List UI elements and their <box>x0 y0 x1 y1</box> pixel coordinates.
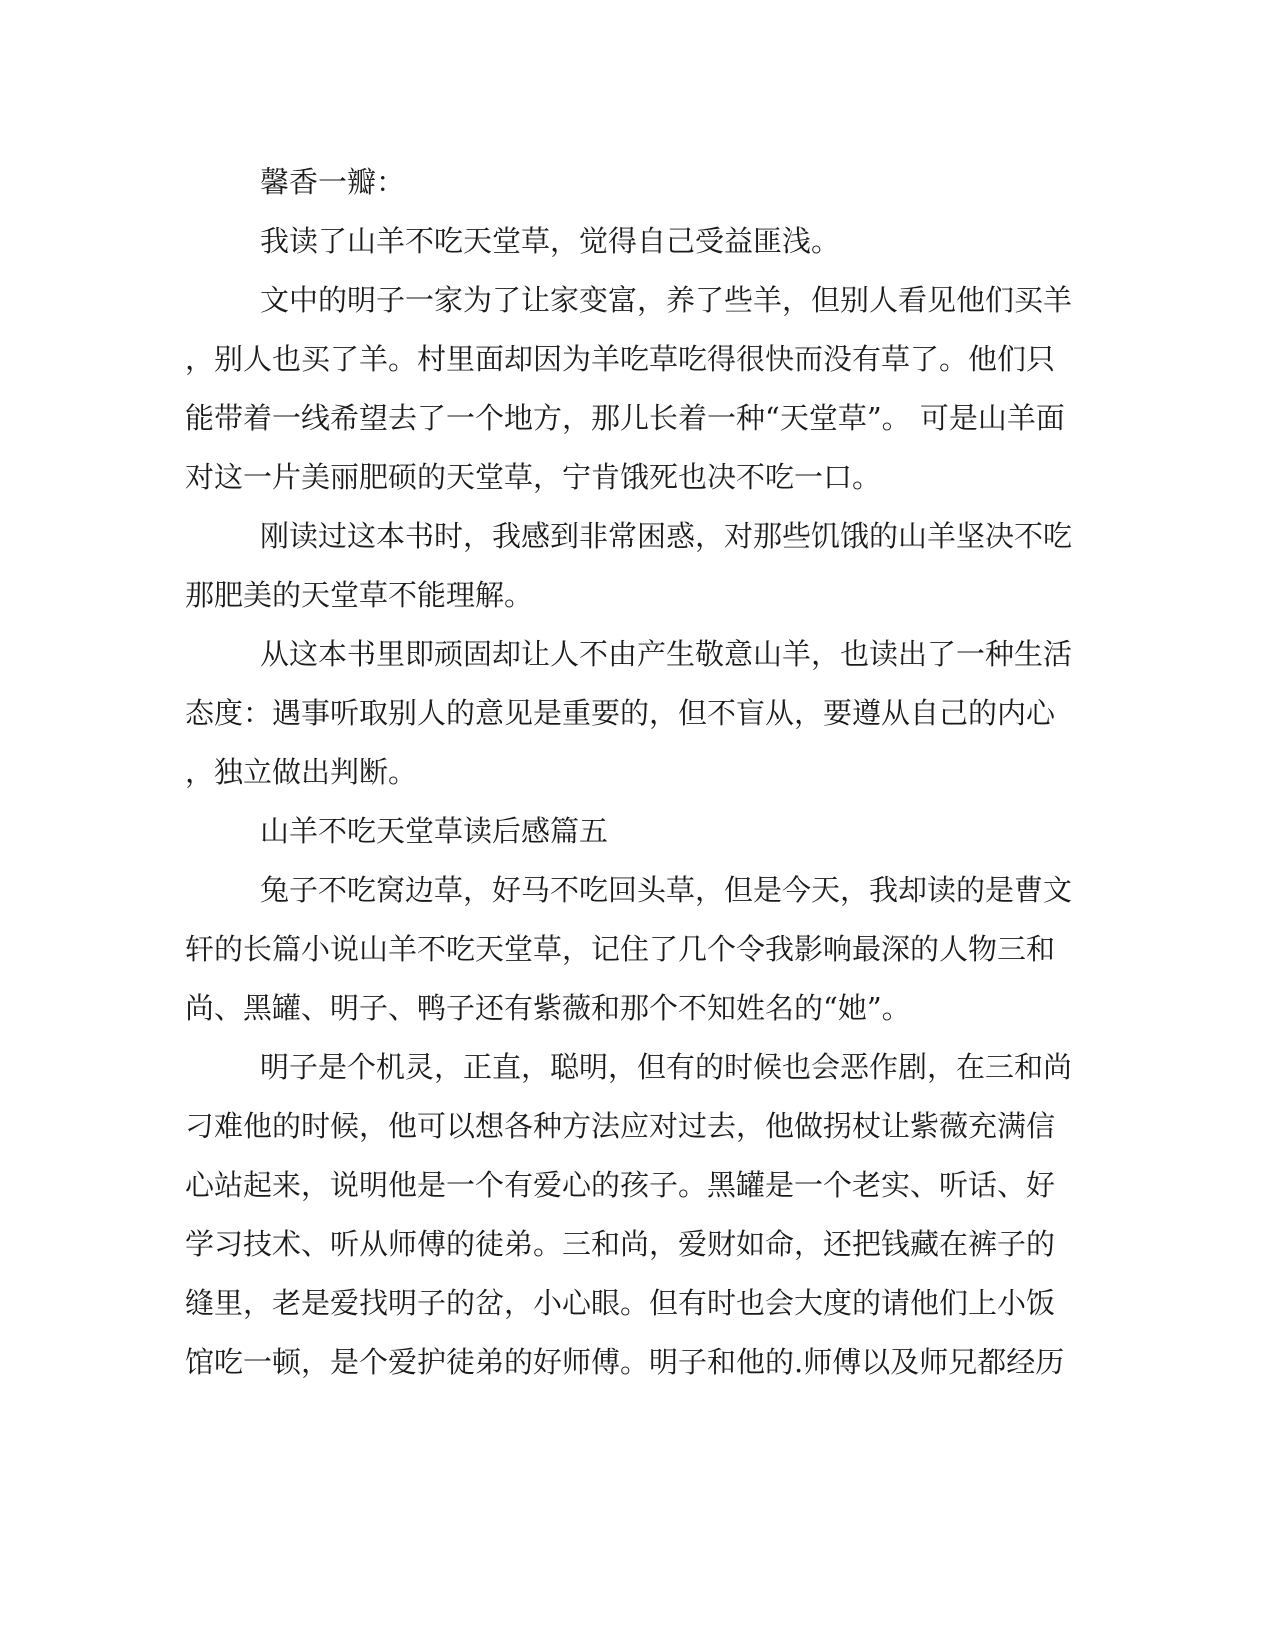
text-line: 文中的明子一家为了让家变富，养了些羊，但别人看见他们买羊 <box>260 283 1073 317</box>
text-line: 刁难他的时候，他可以想各种方法应对过去，他做拐杖让紫薇充满信 <box>185 1109 1056 1143</box>
text-line: ，别人也买了羊。村里面却因为羊吃草吃得很快而没有草了。他们只 <box>185 342 1056 376</box>
text-line: 那肥美的天堂草不能理解。 <box>185 578 534 612</box>
text-line: 轩的长篇小说山羊不吃天堂草，记住了几个令我影响最深的人物三和 <box>185 932 1056 966</box>
text-line: 明子是个机灵，正直，聪明，但有的时候也会恶作剧，在三和尚 <box>260 1050 1073 1084</box>
text-line: 学习技术、听从师傅的徒弟。三和尚，爱财如命，还把钱藏在裤子的 <box>185 1227 1056 1261</box>
text-line: 馨香一瓣： <box>260 165 406 199</box>
text-line: ，独立做出判断。 <box>185 755 418 789</box>
text-line: 我读了山羊不吃天堂草，觉得自己受益匪浅。 <box>260 224 841 258</box>
text-line: 兔子不吃窝边草，好马不吃回头草，但是今天，我却读的是曹文 <box>260 873 1073 907</box>
text-line: 刚读过这本书时，我感到非常困惑，对那些饥饿的山羊坚决不吃 <box>260 519 1073 553</box>
section-heading: 山羊不吃天堂草读后感篇五 <box>260 814 609 848</box>
text-line: 缝里，老是爱找明子的岔，小心眼。但有时也会大度的请他们上小饭 <box>185 1286 1056 1320</box>
text-line: 对这一片美丽肥硕的天堂草，宁肯饿死也决不吃一口。 <box>185 460 882 494</box>
text-line: 馆吃一顿，是个爱护徒弟的好师傅。明子和他的.师傅以及师兄都经历 <box>185 1345 1065 1379</box>
text-line: 从这本书里即顽固却让人不由产生敬意山羊，也读出了一种生活 <box>260 637 1073 671</box>
text-line: 能带着一线希望去了一个地方，那儿长着一种“天堂草”。 可是山羊面 <box>185 401 1065 435</box>
text-line: 尚、黑罐、明子、鸭子还有紫薇和那个不知姓名的“她”。 <box>185 991 911 1025</box>
text-line: 态度：遇事听取别人的意见是重要的，但不盲从，要遵从自己的内心 <box>185 696 1056 730</box>
text-line: 心站起来，说明他是一个有爱心的孩子。黑罐是一个老实、听话、好 <box>185 1168 1056 1202</box>
